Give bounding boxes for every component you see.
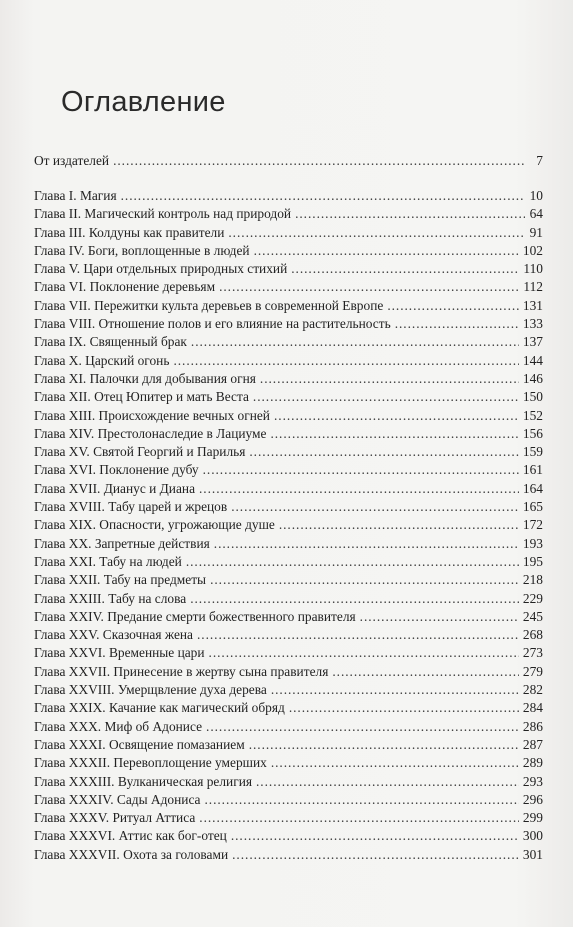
toc-entry-page: 110	[523, 261, 543, 277]
toc-entry	[34, 791, 543, 809]
toc-entry-page: 133	[522, 316, 543, 332]
toc-entry-label: Глава XXVIII. Умерщвление духа дерева	[34, 682, 267, 698]
toc-entry-page: 102	[522, 242, 543, 258]
toc-entry-page: 64	[529, 206, 543, 222]
toc-entry-label: Глава XXIV. Предание смерти божественного правителя	[34, 608, 356, 624]
toc-entry-label: Глава V. Цари отдельных природных стихий	[34, 261, 288, 277]
toc-leader-dots	[197, 626, 519, 644]
toc-entry-page: 300	[522, 828, 543, 844]
toc-entry-page: 218	[522, 572, 543, 588]
toc-entry-label: Глава XXXII. Перевоплощение умерших	[34, 755, 267, 771]
toc-entry-label: Глава XXIII. Табу на слова	[34, 590, 187, 606]
toc-leader-dots	[113, 152, 525, 170]
toc-entry-label: Глава XXXVII. Охота за головами	[34, 846, 229, 862]
toc-entry-page: 144	[522, 352, 543, 368]
toc-entry	[34, 187, 543, 205]
toc-entry	[34, 718, 543, 736]
toc-entry	[34, 571, 543, 589]
toc-leader-dots	[256, 773, 519, 791]
toc-entry	[34, 754, 543, 772]
toc-entry-page: 268	[522, 627, 543, 643]
toc-leader-dots	[203, 461, 519, 479]
toc-entry	[34, 260, 543, 278]
toc-entry-label: Глава XVII. Дианус и Диана	[34, 480, 196, 496]
toc-entry-page: 289	[522, 755, 543, 771]
toc-leader-dots	[260, 370, 519, 388]
toc-entry-page: 165	[522, 499, 543, 515]
toc-entry	[34, 846, 543, 864]
toc-entry-label: Глава XXIX. Качание как магический обряд	[34, 700, 285, 716]
toc-entry	[34, 407, 543, 425]
toc-entry	[34, 663, 543, 681]
toc-entry-label: Глава XXXV. Ритуал Аттиса	[34, 810, 196, 826]
toc-entry-page: 229	[522, 590, 543, 606]
toc-entry-page: 164	[522, 480, 543, 496]
toc-leader-dots	[191, 333, 519, 351]
toc-leader-dots	[219, 278, 519, 296]
toc-entry-label: Глава XXXVI. Аттис как бог-отец	[34, 828, 227, 844]
toc-entry-label: Глава XVIII. Табу царей и жрецов	[34, 499, 228, 515]
page-title: Оглавление	[61, 86, 226, 118]
toc-entry-label: Глава XXVII. Принесение в жертву сына правителя	[34, 663, 329, 679]
toc-entry	[34, 736, 543, 754]
toc-entry	[34, 590, 543, 608]
toc-entry-label: Глава VIII. Отношение полов и его влияние на растительность	[34, 316, 391, 332]
toc-leader-dots	[271, 681, 519, 699]
toc-entry	[34, 461, 543, 479]
toc-entry	[34, 242, 543, 260]
toc-entry-label: Глава VI. Поклонение деревьям	[34, 279, 216, 295]
toc-entry-page: 284	[522, 700, 543, 716]
toc-leader-dots	[199, 809, 519, 827]
toc-leader-dots	[190, 590, 519, 608]
toc-entry	[34, 535, 543, 553]
toc-entry-page: 131	[522, 297, 543, 313]
toc-leader-dots	[249, 736, 519, 754]
toc-entry	[34, 516, 543, 534]
toc-leader-dots	[270, 425, 518, 443]
toc-entry-label: Глава IV. Боги, воплощенные в людей	[34, 242, 250, 258]
toc-entry	[34, 333, 543, 351]
toc-entry	[34, 224, 543, 242]
toc-entry	[34, 809, 543, 827]
toc-entry-page: 296	[522, 791, 543, 807]
toc-entry-page: 146	[522, 370, 543, 386]
toc-entry	[34, 352, 543, 370]
toc-entry-label: Глава XIII. Происхождение вечных огней	[34, 407, 270, 423]
toc-entry-label: Глава XXVI. Временные цари	[34, 645, 205, 661]
toc-entry-page: 301	[522, 846, 543, 862]
toc-entry	[34, 827, 543, 845]
toc-leader-dots	[295, 205, 525, 223]
toc-entry-label: Глава XXI. Табу на людей	[34, 553, 182, 569]
toc-entry-label: Глава XX. Запретные действия	[34, 535, 210, 551]
toc-entry	[34, 773, 543, 791]
toc-leader-dots	[360, 608, 519, 626]
toc-entry	[34, 644, 543, 662]
toc-entry	[34, 315, 543, 333]
toc-leader-dots	[253, 388, 519, 406]
toc-entry	[34, 388, 543, 406]
toc-entry-page: 293	[522, 773, 543, 789]
toc-leader-dots	[289, 699, 519, 717]
toc-leader-dots	[231, 827, 519, 845]
toc-entry	[34, 425, 543, 443]
toc-entry	[34, 626, 543, 644]
toc-entry-label: Глава XXXIII. Вулканическая религия	[34, 773, 253, 789]
toc-entry-page: 156	[522, 425, 543, 441]
toc-entry-page: 10	[529, 188, 543, 203]
toc-entry-label: Глава I. Магия	[34, 188, 117, 203]
toc-entry	[34, 608, 543, 626]
toc-entry-page: 112	[523, 279, 543, 295]
toc-entry-page: 152	[522, 407, 543, 423]
toc-publishers-section	[34, 152, 543, 170]
toc-leader-dots	[332, 663, 519, 681]
toc-entry	[34, 681, 543, 699]
toc-chapter-list	[34, 187, 543, 864]
toc-entry-page: 245	[522, 608, 543, 624]
toc-leader-dots	[199, 480, 519, 498]
toc-leader-dots	[271, 754, 519, 772]
toc-entry	[34, 205, 543, 223]
toc-leader-dots	[254, 242, 519, 260]
toc-entry-label: Глава XV. Святой Георгий и Парилья	[34, 444, 246, 460]
toc-entry	[34, 498, 543, 516]
toc-entry-label: Глава IX. Священный брак	[34, 334, 187, 350]
toc-leader-dots	[279, 516, 519, 534]
toc-leader-dots	[205, 791, 519, 809]
toc-entry-label: Глава XVI. Поклонение дубу	[34, 462, 199, 478]
toc-entry	[34, 278, 543, 296]
toc-entry-page: 195	[522, 553, 543, 569]
toc-leader-dots	[232, 846, 519, 864]
toc-entry-label: Глава XII. Отец Юпитер и мать Веста	[34, 389, 249, 405]
toc-entry	[34, 553, 543, 571]
toc-entry-label: Глава VII. Пережитки культа деревьев в современной Европе	[34, 297, 384, 313]
toc-entry	[34, 152, 543, 170]
toc-entry-label: Глава XIX. Опасности, угрожающие душе	[34, 517, 275, 533]
toc-entry	[34, 480, 543, 498]
toc-leader-dots	[209, 644, 519, 662]
toc-entry-page: 161	[522, 462, 543, 478]
toc-leader-dots	[249, 443, 519, 461]
toc-entry-label: Глава III. Колдуны как правители	[34, 224, 225, 240]
toc-leader-dots	[228, 224, 525, 242]
toc-leader-dots	[173, 352, 518, 370]
toc-leader-dots	[387, 297, 519, 315]
toc-entry-label: Глава XXX. Миф об Адонисе	[34, 718, 203, 734]
toc-entry-page: 7	[536, 153, 543, 168]
toc-leader-dots	[186, 553, 519, 571]
toc-entry-page: 172	[522, 517, 543, 533]
toc-entry-label: Глава XIV. Престолонаследие в Лациуме	[34, 425, 267, 441]
toc-entry-label: Глава XI. Палочки для добывания огня	[34, 370, 256, 386]
toc-entry-page: 287	[522, 736, 543, 752]
toc-entry-label: От издателей	[34, 153, 110, 168]
toc-entry	[34, 699, 543, 717]
toc-entry-page: 159	[522, 444, 543, 460]
toc-entry-page: 91	[529, 224, 543, 240]
toc-leader-dots	[231, 498, 519, 516]
toc-leader-dots	[395, 315, 519, 333]
toc-leader-dots	[214, 535, 519, 553]
toc-leader-dots	[291, 260, 519, 278]
toc-leader-dots	[274, 407, 519, 425]
toc-entry-page: 282	[522, 682, 543, 698]
toc-entry-page: 273	[522, 645, 543, 661]
toc-entry-page: 137	[522, 334, 543, 350]
toc-entry-page: 279	[522, 663, 543, 679]
toc-entry-label: Глава XXXI. Освящение помазанием	[34, 736, 245, 752]
toc-entry-page: 150	[522, 389, 543, 405]
toc-entry-label: Глава XXXIV. Сады Адониса	[34, 791, 201, 807]
toc-entry-page: 193	[522, 535, 543, 551]
toc-entry-page: 299	[522, 810, 543, 826]
toc-leader-dots	[121, 187, 525, 205]
toc-entry-label: Глава X. Царский огонь	[34, 352, 170, 368]
toc-entry	[34, 443, 543, 461]
toc-entry	[34, 370, 543, 388]
toc-entry-page: 286	[522, 718, 543, 734]
toc-leader-dots	[210, 571, 519, 589]
toc-leader-dots	[206, 718, 519, 736]
toc-entry-label: Глава XXV. Сказочная жена	[34, 627, 193, 643]
toc-entry-label: Глава XXII. Табу на предметы	[34, 572, 207, 588]
toc-entry	[34, 297, 543, 315]
toc-entry-label: Глава II. Магический контроль над природой	[34, 206, 292, 222]
